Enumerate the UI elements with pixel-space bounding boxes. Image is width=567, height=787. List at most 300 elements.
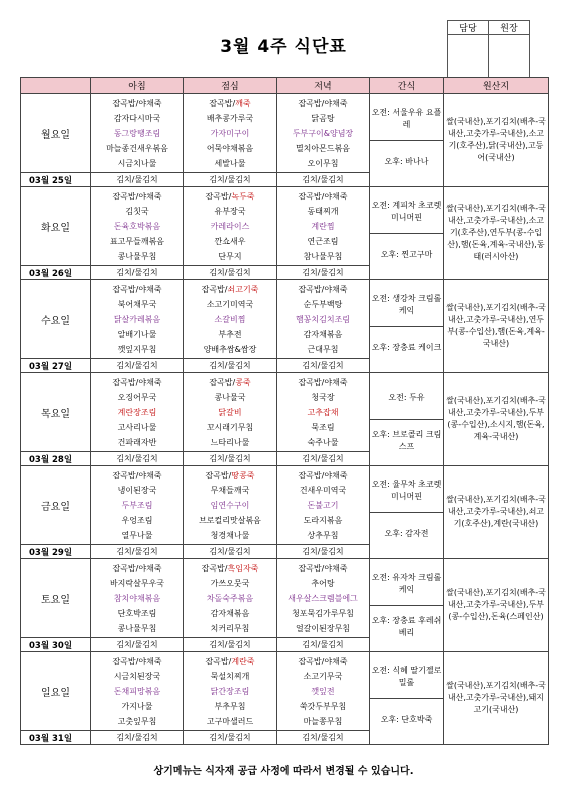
menu-item: [184, 327, 276, 342]
menu-item-text: 가자미구이: [210, 128, 250, 138]
snack-cell: [370, 187, 444, 280]
approval-label-staff: 담당: [448, 21, 489, 35]
approval-sign-director: [489, 35, 530, 81]
menu-item-text: 단무지: [218, 251, 242, 261]
menu-item-text: 쑥갓두부무침: [299, 701, 347, 711]
menu-item: [277, 435, 369, 450]
snack-morning: 오전: 율무차 초코렛미니머핀: [370, 470, 443, 513]
menu-item-text: 깐쇼새우: [214, 236, 246, 246]
menu-item: [277, 327, 369, 342]
menu-item: [91, 111, 183, 126]
menu-item: [91, 234, 183, 249]
menu-item: [91, 606, 183, 621]
menu-item-text: 배추콩가루국: [206, 113, 254, 123]
menu-item-text: 닭살카레볶음: [113, 314, 161, 324]
menu-item-text: 차돌숙주볶음: [206, 593, 254, 603]
menu-item-text: 멸치아몬드볶음: [295, 143, 351, 153]
menu-item: [277, 528, 369, 543]
menu-item-text: 북어채무국: [117, 299, 157, 309]
snack-cell: [370, 652, 444, 745]
menu-item-text: 잡곡밥/야채죽: [112, 563, 162, 573]
porridge-highlight: 깨죽: [235, 98, 251, 108]
porridge-highlight: 땅콩죽: [231, 470, 255, 480]
menu-item: [277, 219, 369, 234]
menu-item: [277, 420, 369, 435]
header-origin: 원산지: [444, 78, 549, 94]
menu-item: [91, 684, 183, 699]
snack-morning: 오전: 생강차 크림롤케익: [370, 284, 443, 327]
menu-item: [91, 420, 183, 435]
menu-item: [91, 204, 183, 219]
menu-item-text: 동그랑땡조림: [113, 128, 161, 138]
menu-item-text: 깻잎전: [311, 686, 335, 696]
menu-item-text: 시금치나물: [117, 158, 157, 168]
lunch-cell: [184, 373, 277, 452]
header-day: [21, 78, 91, 94]
menu-item-text: 연근조림: [307, 236, 339, 246]
kimchi-cell: 김치/물김치: [91, 173, 184, 187]
menu-item-text: 잡곡밥/야채죽: [112, 377, 162, 387]
menu-item-text: 얼갈이된장무침: [295, 623, 351, 633]
kimchi-cell: 김치/물김치: [91, 266, 184, 280]
menu-item: [277, 342, 369, 357]
menu-item: [277, 126, 369, 141]
menu-item: [277, 204, 369, 219]
menu-item: [184, 111, 276, 126]
kimchi-cell: 김치/물김치: [91, 638, 184, 652]
menu-item: [91, 435, 183, 450]
snack-cell: [370, 373, 444, 466]
menu-item-text: 고추잡채: [307, 407, 339, 417]
menu-item: [277, 405, 369, 420]
day-label: 수요일: [21, 280, 91, 359]
origin-cell: 쌀(국내산),포기김치(배추-국내산,고춧가루-국내산),두부(콩-수입산),소시지,햄(돈육,계육-국내산): [444, 373, 549, 466]
menu-item-text: 묵설치찌개: [210, 671, 250, 681]
breakfast-cell: [91, 187, 184, 266]
porridge-highlight: 쇠고기죽: [227, 284, 259, 294]
menu-item: [277, 189, 369, 204]
menu-item-text: 돈불고기: [307, 500, 339, 510]
kimchi-cell: 김치/물김치: [91, 359, 184, 373]
menu-item: [184, 528, 276, 543]
dinner-cell: [277, 94, 370, 173]
snack-morning: 오전: 유자차 크림롤케익: [370, 563, 443, 606]
menu-item-text: 감자채볶음: [303, 329, 343, 339]
menu-item: [184, 654, 276, 669]
menu-item: [91, 342, 183, 357]
menu-item: [184, 126, 276, 141]
kimchi-cell: 김치/물김치: [91, 452, 184, 466]
menu-item: [277, 591, 369, 606]
page-title: 3월 4주 식단표: [220, 37, 347, 57]
menu-item: [184, 513, 276, 528]
porridge-highlight: 흑임자죽: [227, 563, 259, 573]
menu-item-text: 시금치된장국: [113, 671, 161, 681]
menu-item: [277, 297, 369, 312]
porridge-highlight: 계란죽: [231, 656, 255, 666]
menu-item-text: 새우살스크렘블에그: [288, 593, 358, 603]
lunch-cell: [184, 559, 277, 638]
menu-item: [91, 405, 183, 420]
menu-item: [184, 606, 276, 621]
menu-item: [277, 669, 369, 684]
kimchi-cell: 김치/물김치: [277, 173, 370, 187]
dinner-cell: [277, 280, 370, 359]
kimchi-cell: 김치/물김치: [277, 731, 370, 745]
dinner-cell: [277, 466, 370, 545]
day-label: 일요일: [21, 652, 91, 731]
date-label: 03월 26일: [21, 266, 91, 280]
menu-item-text: 잡곡밥/야채죽: [298, 563, 348, 573]
menu-item: [91, 96, 183, 111]
snack-afternoon: 오후: 감자전: [384, 528, 429, 538]
dinner-cell: [277, 559, 370, 638]
lunch-cell: [184, 187, 277, 266]
menu-item-text: 건새우미역국: [299, 485, 347, 495]
kimchi-cell: 김치/물김치: [277, 452, 370, 466]
date-label: 03월 29일: [21, 545, 91, 559]
menu-item: [91, 576, 183, 591]
menu-item-text: 치커리무침: [210, 623, 250, 633]
snack-morning: 오전: 두유: [370, 377, 443, 420]
menu-item-text: 잡곡밥/야채죽: [298, 656, 348, 666]
menu-item: [184, 390, 276, 405]
menu-table: [20, 77, 549, 745]
snack-morning: 오전: 식혜 딸기젤로밀롤: [370, 656, 443, 699]
menu-item: [91, 528, 183, 543]
dinner-cell: [277, 373, 370, 452]
menu-item-text: 잡곡밥/야채죽: [112, 656, 162, 666]
menu-item-text: 가지나물: [121, 701, 153, 711]
menu-item: [184, 219, 276, 234]
menu-item: [184, 282, 276, 297]
snack-afternoon: 오후: 찐고구마: [380, 249, 433, 259]
menu-item-text: 소갈비찜: [214, 314, 246, 324]
menu-item-text: 계란찜: [311, 221, 335, 231]
menu-item: [91, 375, 183, 390]
menu-item-text: 잡곡밥/: [205, 191, 232, 201]
menu-item: [184, 699, 276, 714]
menu-item-text: 두부조림: [121, 500, 153, 510]
menu-item: [184, 204, 276, 219]
breakfast-cell: [91, 466, 184, 545]
menu-item: [184, 669, 276, 684]
menu-item-text: 감자채볶음: [210, 608, 250, 618]
kimchi-cell: 김치/물김치: [184, 359, 277, 373]
menu-item: [277, 390, 369, 405]
menu-item: [91, 621, 183, 636]
snack-morning: 오전: 서울우유 요플레: [370, 98, 443, 141]
kimchi-cell: 김치/물김치: [277, 545, 370, 559]
menu-item-text: 잡곡밥/: [201, 563, 228, 573]
lunch-cell: [184, 652, 277, 731]
menu-item: [277, 282, 369, 297]
lunch-cell: [184, 466, 277, 545]
menu-item: [184, 342, 276, 357]
kimchi-cell: 김치/물김치: [184, 638, 277, 652]
menu-item-text: 계란장조림: [117, 407, 157, 417]
menu-item-text: 알배기나물: [117, 329, 157, 339]
day-row: [21, 94, 549, 173]
menu-item: [277, 249, 369, 264]
menu-item: [91, 126, 183, 141]
kimchi-cell: 김치/물김치: [184, 173, 277, 187]
menu-item-text: 잡곡밥/야채죽: [112, 470, 162, 480]
menu-item-text: 숙주나물: [307, 437, 339, 447]
day-label: 목요일: [21, 373, 91, 452]
menu-item-text: 잡곡밥/야채죽: [298, 98, 348, 108]
menu-item: [277, 483, 369, 498]
menu-item-text: 감자다시마국: [113, 113, 161, 123]
lunch-cell: [184, 280, 277, 359]
menu-item-text: 콩나물무침: [117, 251, 157, 261]
menu-item: [184, 576, 276, 591]
porridge-highlight: 녹두죽: [231, 191, 255, 201]
menu-item-text: 냉이된장국: [117, 485, 157, 495]
menu-item-text: 참치야채볶음: [113, 593, 161, 603]
menu-item-text: 고구마샐러드: [206, 716, 254, 726]
kimchi-cell: 김치/물김치: [277, 266, 370, 280]
menu-item-text: 마늘쫑무침: [303, 716, 343, 726]
kimchi-cell: 김치/물김치: [184, 545, 277, 559]
menu-item-text: 잡곡밥/야채죽: [298, 377, 348, 387]
menu-item: [277, 234, 369, 249]
menu-item: [91, 249, 183, 264]
menu-item: [184, 468, 276, 483]
menu-item-text: 바지락살무우국: [109, 578, 165, 588]
menu-item-text: 돈채피망볶음: [113, 686, 161, 696]
menu-item-text: 임연수구이: [210, 500, 250, 510]
menu-item-text: 콩나물국: [214, 392, 246, 402]
breakfast-cell: [91, 373, 184, 452]
menu-item-text: 닭간장조림: [210, 686, 250, 696]
menu-item-text: 햄꽁치김치조림: [295, 314, 351, 324]
menu-item-text: 도라지볶음: [303, 515, 343, 525]
day-row: [21, 373, 549, 452]
menu-item-text: 고사리나물: [117, 422, 157, 432]
menu-item-text: 돈육호박볶음: [113, 221, 161, 231]
footer-note: 상기메뉴는 식자재 공급 사정에 따라서 변경될 수 있습니다.: [153, 766, 414, 777]
menu-item-text: 꼬시래기무침: [206, 422, 254, 432]
day-row: [21, 652, 549, 731]
kimchi-cell: 김치/물김치: [184, 452, 277, 466]
day-row: [21, 559, 549, 638]
dinner-cell: [277, 652, 370, 731]
date-label: 03월 28일: [21, 452, 91, 466]
day-row: [21, 187, 549, 266]
menu-item: [277, 513, 369, 528]
menu-item-text: 잡곡밥/야채죽: [112, 191, 162, 201]
kimchi-cell: 김치/물김치: [277, 359, 370, 373]
menu-item-text: 오징어무국: [117, 392, 157, 402]
menu-item-text: 단호박조림: [117, 608, 157, 618]
menu-item: [91, 669, 183, 684]
menu-item-text: 잡곡밥/: [209, 98, 236, 108]
kimchi-cell: 김치/물김치: [184, 731, 277, 745]
breakfast-cell: [91, 94, 184, 173]
menu-item: [277, 96, 369, 111]
menu-item: [184, 156, 276, 171]
snack-cell: [370, 559, 444, 652]
menu-item-text: 순두부백탕: [303, 299, 343, 309]
snack-cell: [370, 280, 444, 373]
menu-item: [184, 189, 276, 204]
menu-item: [277, 621, 369, 636]
menu-item: [91, 483, 183, 498]
menu-item: [91, 219, 183, 234]
date-label: 03월 25일: [21, 173, 91, 187]
header-snack: 간식: [370, 78, 444, 94]
day-label: 화요일: [21, 187, 91, 266]
menu-item-text: 잡곡밥/: [205, 656, 232, 666]
approval-label-director: 원장: [489, 21, 530, 35]
date-label: 03월 30일: [21, 638, 91, 652]
day-row: [21, 466, 549, 545]
menu-item-text: 청경채나물: [210, 530, 250, 540]
snack-morning: 오전: 계피차 초코렛미니머핀: [370, 191, 443, 234]
day-label: 월요일: [21, 94, 91, 173]
day-row: [21, 280, 549, 359]
menu-item-text: 어묵야채볶음: [206, 143, 254, 153]
origin-cell: 쌀(국내산),포기김치(배추-국내산,고춧가루-국내산),연두부(콩-수입산),햄(돈육,계육-국내산): [444, 280, 549, 373]
menu-item: [91, 714, 183, 729]
approval-sign-staff: [448, 35, 489, 81]
menu-item-text: 소고기미역국: [206, 299, 254, 309]
origin-cell: 쌀(국내산),포기김치(배추-국내산,고춧가루-국내산),소고기(호주산),닭(국내산),고등어(국내산): [444, 94, 549, 187]
menu-item-text: 동태찌개: [307, 206, 339, 216]
menu-item-text: 잡곡밥/야채죽: [298, 191, 348, 201]
menu-item-text: 부추전: [218, 329, 242, 339]
menu-item-text: 마늘종건새우볶음: [106, 143, 168, 153]
date-label: 03월 31일: [21, 731, 91, 745]
menu-item-text: 오이무침: [307, 158, 339, 168]
kimchi-cell: 김치/물김치: [91, 731, 184, 745]
menu-item: [91, 141, 183, 156]
menu-item-text: 잡곡밥/야채죽: [298, 470, 348, 480]
menu-item: [184, 498, 276, 513]
menu-item: [184, 96, 276, 111]
approval-box: [447, 20, 530, 81]
menu-item-text: 잡곡밥/: [205, 470, 232, 480]
snack-afternoon: 오후: 바나나: [384, 156, 429, 166]
menu-item: [184, 684, 276, 699]
menu-item: [277, 576, 369, 591]
menu-item: [277, 468, 369, 483]
menu-item-text: 고춧잎무침: [117, 716, 157, 726]
menu-item: [184, 297, 276, 312]
menu-item: [91, 591, 183, 606]
menu-item: [184, 621, 276, 636]
menu-item: [184, 249, 276, 264]
menu-item: [91, 513, 183, 528]
header-breakfast: 아침: [91, 78, 184, 94]
menu-item-text: 닭곰탕: [311, 113, 335, 123]
origin-cell: 쌀(국내산),포기김치(배추-국내산,고춧가루-국내산),돼지고기(국내산): [444, 652, 549, 745]
snack-cell: [370, 94, 444, 187]
menu-item: [184, 435, 276, 450]
menu-item-text: 잡곡밥/야채죽: [112, 284, 162, 294]
menu-item: [91, 189, 183, 204]
menu-item-text: 카레라이스: [210, 221, 250, 231]
snack-afternoon: 오후: 장충료 후레쉬베리: [371, 615, 442, 637]
menu-item-text: 우엉조림: [121, 515, 153, 525]
menu-item-text: 무채들깨국: [210, 485, 250, 495]
origin-cell: 쌀(국내산),포기김치(배추-국내산,고춧가루-국내산),두부(콩-수입산),돈육(스페인산): [444, 559, 549, 652]
lunch-cell: [184, 94, 277, 173]
menu-item: [184, 405, 276, 420]
menu-item-text: 가쓰오뭇국: [210, 578, 250, 588]
menu-item: [184, 483, 276, 498]
day-label: 토요일: [21, 559, 91, 638]
menu-item-text: 콩나물무침: [117, 623, 157, 633]
menu-item: [91, 699, 183, 714]
origin-cell: 쌀(국내산),포기김치(배추-국내산,고춧가루-국내산),소고기(호주산),연두부(콩-수입산),햄(돈육,계육-국내산),동태(러시아산): [444, 187, 549, 280]
menu-item-text: 닭갈비: [218, 407, 242, 417]
menu-item: [184, 714, 276, 729]
menu-item: [184, 420, 276, 435]
menu-item: [184, 234, 276, 249]
menu-item: [277, 606, 369, 621]
breakfast-cell: [91, 652, 184, 731]
snack-afternoon: 오후: 단호박죽: [380, 714, 433, 724]
snack-afternoon: 오후: 브로콜리 크림스프: [371, 429, 442, 451]
menu-item: [277, 312, 369, 327]
snack-cell: [370, 466, 444, 559]
menu-item-text: 청국장: [311, 392, 335, 402]
breakfast-cell: [91, 280, 184, 359]
snack-afternoon: 오후: 장충료 케이크: [371, 342, 442, 352]
menu-item: [184, 591, 276, 606]
header-row: [21, 78, 549, 94]
menu-item: [91, 297, 183, 312]
menu-item: [91, 468, 183, 483]
menu-item-text: 유부장국: [214, 206, 246, 216]
menu-item: [91, 390, 183, 405]
breakfast-cell: [91, 559, 184, 638]
menu-item-text: 추어탕: [311, 578, 335, 588]
menu-item-text: 두부구이&양념장: [292, 128, 354, 138]
header-dinner: 저녁: [277, 78, 370, 94]
menu-item-text: 김칫국: [125, 206, 149, 216]
menu-item-text: 느타리나물: [210, 437, 250, 447]
menu-item-text: 부추무침: [214, 701, 246, 711]
menu-item-text: 깻잎지무침: [117, 344, 157, 354]
menu-item: [277, 141, 369, 156]
menu-item-text: 열무나물: [121, 530, 153, 540]
day-label: 금요일: [21, 466, 91, 545]
menu-item-text: 잡곡밥/: [209, 377, 236, 387]
menu-item-text: 양배추쌈&쌈장: [203, 344, 257, 354]
menu-item-text: 브로컬리맛살볶음: [199, 515, 261, 525]
menu-item: [184, 312, 276, 327]
menu-item-text: 세발나물: [214, 158, 246, 168]
menu-item: [277, 684, 369, 699]
menu-item: [184, 561, 276, 576]
menu-item: [91, 312, 183, 327]
menu-item-text: 상추무침: [307, 530, 339, 540]
menu-item: [277, 375, 369, 390]
menu-item: [91, 654, 183, 669]
menu-item: [91, 561, 183, 576]
menu-item-text: 청포묵김가루무침: [292, 608, 354, 618]
menu-item: [184, 141, 276, 156]
date-label: 03월 27일: [21, 359, 91, 373]
menu-item-text: 건파래자반: [117, 437, 157, 447]
menu-item: [91, 498, 183, 513]
menu-item-text: 소고기무국: [303, 671, 343, 681]
menu-item: [184, 375, 276, 390]
menu-item-text: 잡곡밥/야채죽: [112, 98, 162, 108]
